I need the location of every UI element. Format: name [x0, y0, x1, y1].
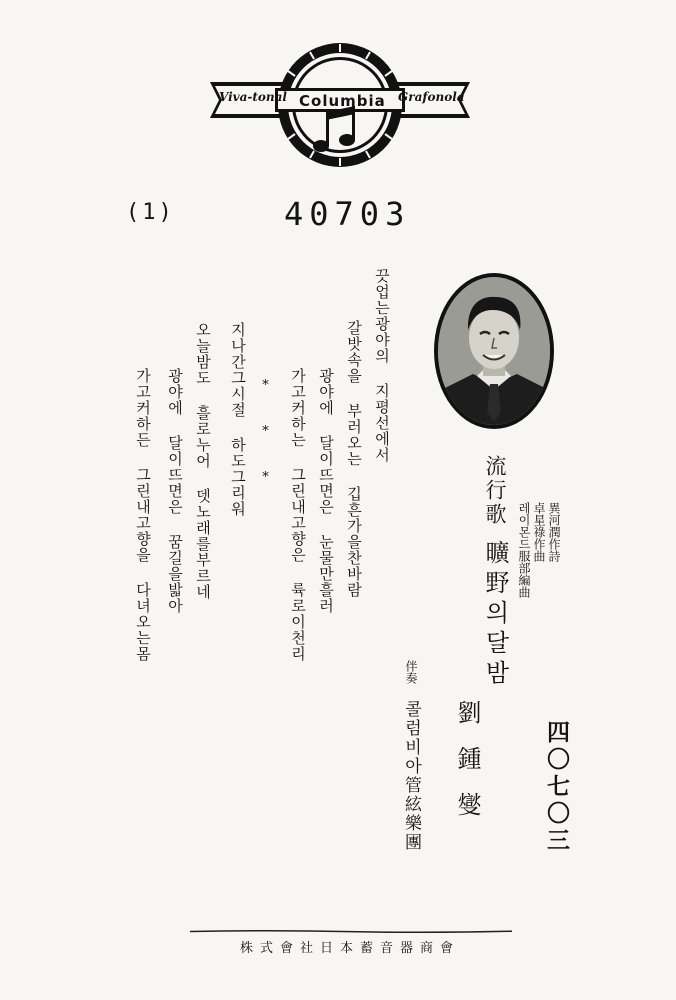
lyric-line: 끗업는광야의 지평선에서 [373, 268, 391, 463]
singer-portrait [433, 272, 555, 430]
genre-label: 流行歌 [483, 455, 507, 527]
catalog-number-hanja: 四〇七〇三 [543, 720, 570, 855]
lyric-line: 광야에 달이뜨면은 눈물만흘러 [317, 368, 335, 614]
lyric-line: 광야에 달이뜨면은 꿈길을밟아 [166, 368, 184, 614]
company-name: 株式會社日本蓄音器商會 [239, 941, 460, 956]
accompaniment-name: 콜럼비아管絃樂團 [401, 700, 421, 852]
lyricist-credit: 異河潤作詩 [547, 502, 561, 562]
verse-separator: * * * [258, 378, 273, 493]
side-index: (1) [126, 200, 175, 225]
catalog-number: 40703 [284, 195, 411, 233]
logo-left-banner-text: Viva-tonal [219, 90, 287, 104]
lyric-line: 오늘밤도 흘로누어 뎃노래를부르네 [194, 322, 212, 600]
columbia-logo [205, 40, 475, 170]
composer-credit: 卓星祿作曲 [532, 502, 546, 562]
logo-right-banner-text: Grafonola [398, 90, 465, 104]
lyric-line: 가고커하든 그린내고향을 다녀오는몸 [134, 368, 152, 662]
lyric-line: 가고커하는 그린내고향은 륙로이천리 [289, 368, 307, 662]
arranger-credit: 레이몬드服部編曲 [517, 502, 531, 598]
song-title: 曠野의달밤 [481, 540, 509, 690]
singer-name: 劉鍾燮 [453, 700, 481, 838]
lyric-line: 갈밧속을 부러오는 깁흔가을찬바람 [345, 320, 363, 598]
logo-center-text: Columbia [299, 92, 386, 110]
footer-divider [190, 918, 512, 921]
accompaniment-label: 伴奏 [404, 660, 418, 684]
lyric-line: 지나간그시절 하도그리워 [229, 322, 247, 517]
